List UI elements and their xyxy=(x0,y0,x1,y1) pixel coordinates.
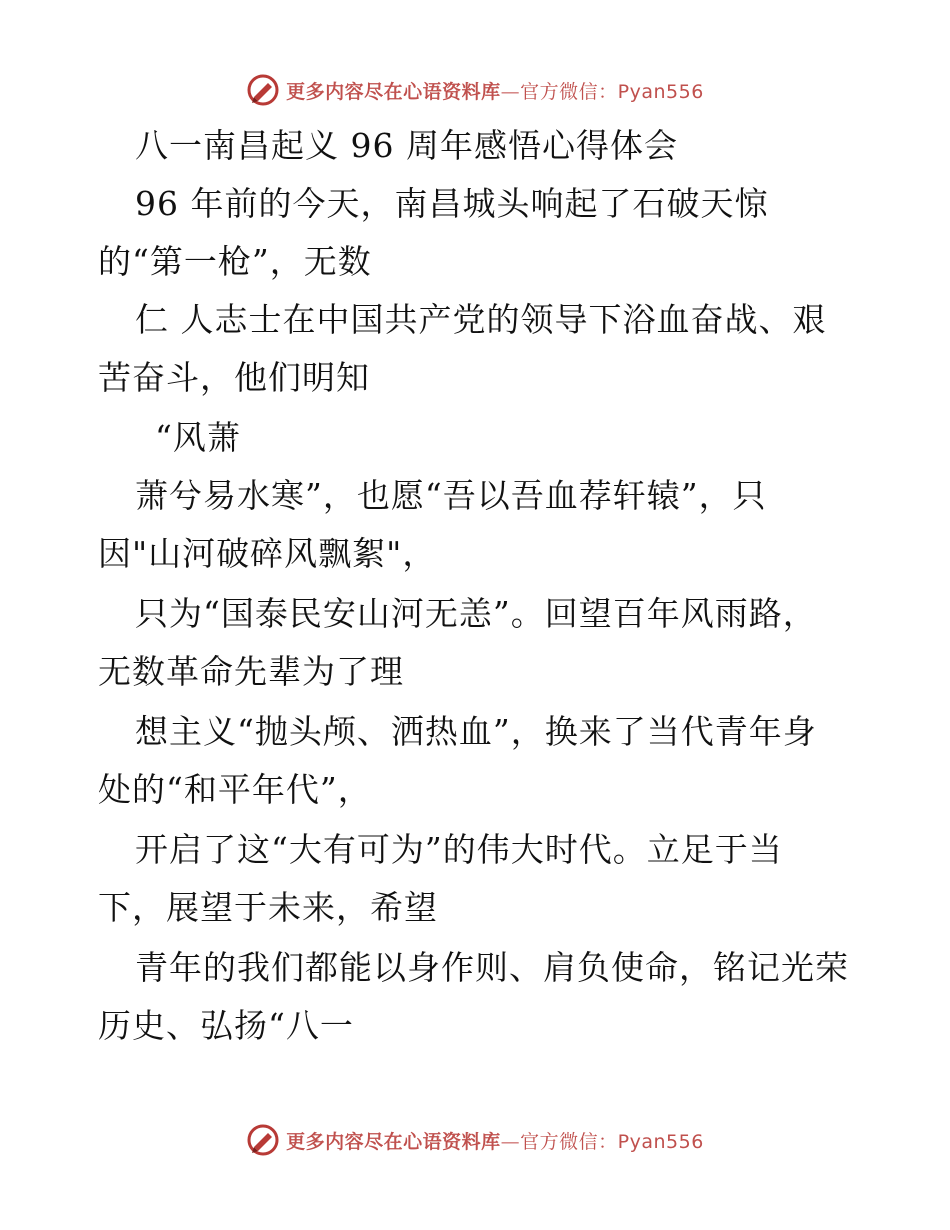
banner-text xyxy=(286,1127,704,1154)
paragraph-line: “风萧 xyxy=(155,418,241,457)
paragraph-line: 96 年前的今天，南昌城头响起了石破天惊 xyxy=(135,184,769,223)
banner-main: 更多内容尽在心语资料库 xyxy=(286,1130,501,1153)
banner-text xyxy=(286,77,704,104)
footer-banner xyxy=(0,1120,950,1160)
banner-separator: — xyxy=(500,80,521,103)
paragraph-line: 因"山河破碎风飘絮"， xyxy=(98,534,437,573)
banner-wechat: 官方微信：Pyan556 xyxy=(520,1130,704,1153)
banner-main: 更多内容尽在心语资料库 xyxy=(286,80,501,103)
pen-logo-icon xyxy=(246,73,280,107)
paragraph-line: 仁 人志士在中国共产党的领导下浴血奋战、艰 xyxy=(135,300,827,339)
paragraph-line: 只为“国泰民安山河无恙”。回望百年风雨路， xyxy=(135,594,817,633)
paragraph-line: 无数革命先辈为了理 xyxy=(98,652,404,691)
paragraph-line: 处的“和平年代”， xyxy=(98,770,372,809)
paragraph-line: 的“第一枪”，无数 xyxy=(98,242,372,281)
paragraph-line: 萧兮易水寒”，也愿“吾以吾血荐轩辕”，只 xyxy=(135,476,767,515)
paragraph-line: 历史、弘扬“八一 xyxy=(98,1006,354,1045)
paragraph-line: 下，展望于未来，希望 xyxy=(98,888,438,927)
pen-logo-icon xyxy=(246,1123,280,1157)
banner-wechat: 官方微信：Pyan556 xyxy=(520,80,704,103)
paragraph-line: 青年的我们都能以身作则、肩负使命，铭记光荣 xyxy=(135,948,849,987)
document-title: 八一南昌起义 96 周年感悟心得体会 xyxy=(135,126,678,165)
header-banner xyxy=(0,70,950,110)
paragraph-line: 想主义“抛头颅、洒热血”，换来了当代青年身 xyxy=(135,712,817,751)
paragraph-line: 苦奋斗，他们明知 xyxy=(98,358,370,397)
banner-separator: — xyxy=(500,1130,521,1153)
paragraph-line: 开启了这“大有可为”的伟大时代。立足于当 xyxy=(135,830,783,869)
